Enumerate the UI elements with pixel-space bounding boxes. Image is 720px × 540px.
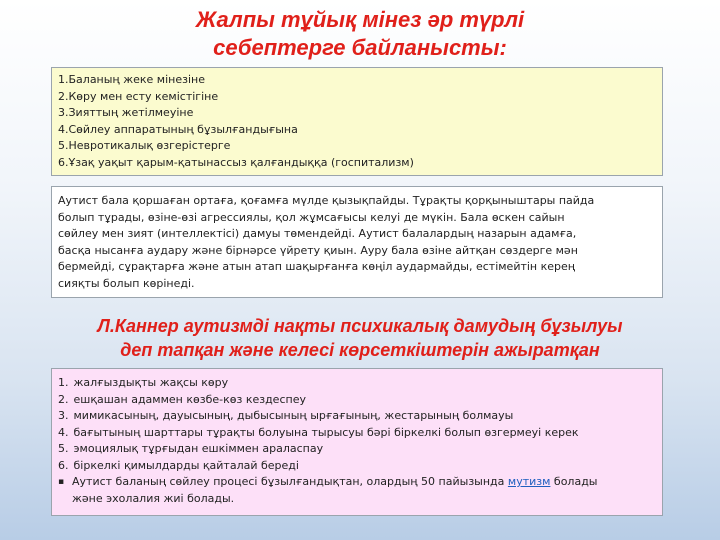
list-item: 2. ешқашан адаммен көзбе-көз кездеспеу bbox=[58, 392, 306, 406]
causes-box bbox=[51, 67, 663, 176]
section-title-line-1: Л.Каннер аутизмді нақты психикалық дамудың бұзылуы bbox=[97, 316, 623, 336]
description-line: бермейді, сұрақтарға және атын атап шақырғанға көңіл аудармайды, естімейтін керең bbox=[58, 260, 576, 273]
list-item: 3. мимикасының, дауысының, дыбысының ырғағының, жестарының болмауы bbox=[58, 409, 514, 422]
kanner-signs-box bbox=[51, 368, 663, 516]
page-title bbox=[0, 6, 720, 62]
section-title-line-2: деп тапқан және келесі көрсеткіштерін ажыратқан bbox=[120, 340, 600, 360]
list-item: 1. жалғыздықты жақсы көру bbox=[58, 376, 229, 389]
cause-item: 2.Көру мен есту кемістігіне bbox=[58, 89, 219, 103]
square-bullet-icon: ▪ bbox=[58, 477, 65, 487]
list-item: 4. бағытының шарттары тұрақты болуына тырысуы бәрі біркелкі болып өзгермеуі керек bbox=[58, 425, 579, 439]
description-line: сөйлеу мен зият (интеллектісі) дамуы төмендейді. Аутист балалардың назарын адамға, bbox=[58, 227, 577, 240]
speech-note: ▪ Аутист баланың сөйлеу процесі бұзылғандықтан, олардың 50 пайызында мутизм болады және эхолалия жиі болады. bbox=[58, 474, 656, 507]
cause-item: 4.Сөйлеу аппаратының бұзылғандығына bbox=[58, 122, 298, 136]
mutism-link[interactable]: мутизм bbox=[507, 475, 551, 488]
description-line: басқа нысанға аудару және бірнәрсе үйрету қиын. Ауру бала өзіне айтқан сөздерге мән bbox=[58, 243, 578, 257]
cause-item: 6.Ұзақ уақыт қарым-қатынассыз қалғандыққа (госпитализм) bbox=[58, 155, 414, 169]
page-title-line-1: Жалпы тұйық мінез әр түрлі bbox=[195, 7, 525, 32]
page-title-line-2: себептерге байланысты: bbox=[213, 35, 507, 60]
description-box bbox=[51, 186, 663, 298]
description-line: Аутист бала қоршаған ортаға, қоғамға мүлде қызықпайды. Тұрақты қорқыныштары пайда bbox=[58, 194, 595, 207]
description-line: болып тұрады, өзіне-өзі агрессиялы, қол жұмсағысы келуі де мүкін. Бала өскен сайын bbox=[58, 210, 565, 224]
cause-item: 1.Баланың жеке мінезіне bbox=[58, 73, 205, 86]
cause-item: 5.Невротикалық өзгерістерге bbox=[58, 139, 231, 152]
section-title bbox=[0, 314, 720, 362]
kanner-signs-list bbox=[58, 375, 656, 474]
list-item: 6. біркелкі қимылдарды қайталай береді bbox=[58, 458, 299, 472]
list-item: 5. эмоциялық тұрғыдан ешкіммен араласпау bbox=[58, 442, 324, 455]
description-line: сияқты болып көрінеді. bbox=[58, 276, 195, 290]
cause-item: 3.Зияттың жетілмеуіне bbox=[58, 106, 194, 119]
